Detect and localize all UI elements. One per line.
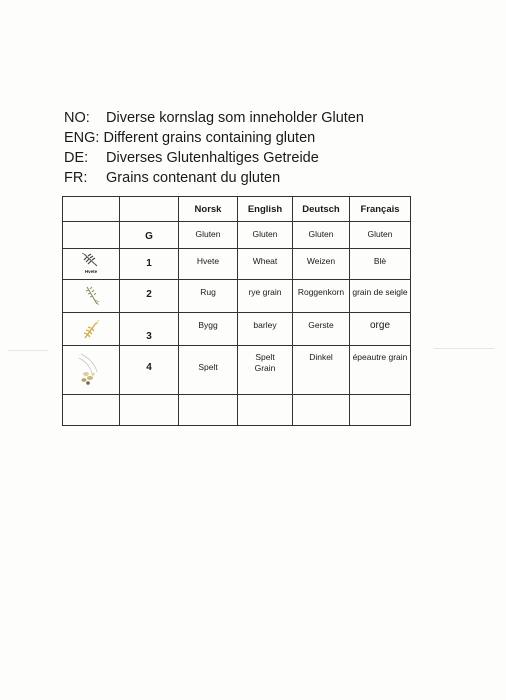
number-cell: [120, 249, 179, 280]
number-cell: [120, 313, 179, 346]
header-cell-english: English: [238, 197, 293, 222]
image-cell: [63, 346, 120, 395]
header-cell-francais: Français: [350, 197, 411, 222]
table-row-empty: [63, 395, 411, 426]
header-code-no: NO:: [64, 110, 90, 126]
document-header: [64, 108, 364, 188]
table-row: [63, 346, 411, 395]
wheat-ear-icon: [81, 252, 101, 270]
empty-cell: [293, 395, 350, 426]
francais-cell: [350, 346, 411, 395]
norsk-name: Spelt: [198, 362, 218, 372]
francais-name: Blè: [373, 256, 387, 266]
deutsch-cell: [293, 249, 350, 280]
image-cell: [63, 249, 120, 280]
spelt-sheaf-icon: [75, 352, 105, 388]
header-code-fr: FR:: [64, 170, 88, 186]
english-name: Wheat: [252, 256, 278, 266]
english-name: Gluten: [252, 229, 278, 239]
barley-ear-icon: [81, 319, 101, 341]
norsk-cell: [179, 346, 238, 395]
english-cell: [238, 249, 293, 280]
english-name: Spelt Grain: [254, 352, 276, 373]
norsk-cell: [179, 249, 238, 280]
row-number: 2: [146, 289, 152, 300]
header-text-de: Diverses Glutenhaltiges Getreide: [106, 150, 319, 166]
header-line-no: [64, 108, 364, 128]
deutsch-cell: [293, 222, 350, 249]
image-cell: [63, 313, 120, 346]
english-name: rye grain: [248, 287, 282, 297]
header-cell-number: [120, 197, 179, 222]
empty-cell: [179, 395, 238, 426]
header-text-no: Diverse kornslag som inneholder Gluten: [106, 110, 364, 126]
norsk-cell: [179, 222, 238, 249]
icon-caption: Hvete: [84, 269, 98, 274]
empty-cell: [120, 395, 179, 426]
empty-cell: [238, 395, 293, 426]
francais-name: épeautre grain: [352, 352, 408, 362]
header-cell-image: [63, 197, 120, 222]
header-code-de: DE:: [64, 150, 89, 166]
deutsch-cell: [293, 280, 350, 313]
header-text-fr: Grains contenant du gluten: [106, 170, 281, 186]
row-number: 3: [146, 331, 152, 342]
row-number: 1: [146, 258, 152, 269]
header-text-eng: Different grains containing gluten: [103, 130, 316, 146]
table-row: [63, 249, 411, 280]
table-row: [63, 280, 411, 313]
deutsch-name: Weizen: [306, 256, 336, 266]
header-code-eng: ENG:: [64, 130, 100, 146]
header-cell-deutsch: Deutsch: [293, 197, 350, 222]
header-line-fr: [64, 168, 364, 188]
francais-cell: [350, 222, 411, 249]
number-cell: [120, 346, 179, 395]
scan-artifact-line: [434, 348, 494, 349]
english-name: barley: [253, 320, 277, 330]
header-line-eng: [64, 128, 364, 148]
image-cell: [63, 280, 120, 313]
header-cell-norsk: Norsk: [179, 197, 238, 222]
row-number: G: [145, 231, 153, 242]
francais-cell: [350, 313, 411, 346]
image-cell: [63, 222, 120, 249]
norsk-cell: [179, 313, 238, 346]
table-header-row: [63, 197, 411, 222]
norsk-cell: [179, 280, 238, 313]
norsk-name: Rug: [200, 287, 216, 297]
scan-artifact-line: [8, 350, 48, 351]
english-cell: [238, 222, 293, 249]
francais-name: orge: [369, 320, 390, 331]
deutsch-name: Gluten: [308, 229, 334, 239]
row-number: 4: [146, 362, 152, 373]
norsk-name: Bygg: [198, 320, 218, 330]
deutsch-cell: [293, 313, 350, 346]
deutsch-name: Gerste: [308, 320, 334, 330]
table-row: [63, 313, 411, 346]
rye-stalk-icon: [83, 284, 103, 308]
table-row: [63, 222, 411, 249]
francais-cell: [350, 249, 411, 280]
empty-cell: [63, 395, 120, 426]
deutsch-name: Roggenkorn: [297, 287, 345, 297]
francais-name: grain de seigle: [352, 287, 408, 297]
norsk-name: Gluten: [195, 229, 221, 239]
francais-cell: [350, 280, 411, 313]
deutsch-name: Dinkel: [309, 352, 333, 362]
norsk-name: Hvete: [196, 256, 220, 266]
deutsch-cell: [293, 346, 350, 395]
gluten-grains-table: [62, 196, 411, 426]
english-cell: [238, 280, 293, 313]
empty-cell: [350, 395, 411, 426]
english-cell: [238, 313, 293, 346]
francais-name: Gluten: [367, 229, 393, 239]
english-cell: [238, 346, 293, 395]
number-cell: [120, 222, 179, 249]
number-cell: [120, 280, 179, 313]
header-line-de: [64, 148, 364, 168]
